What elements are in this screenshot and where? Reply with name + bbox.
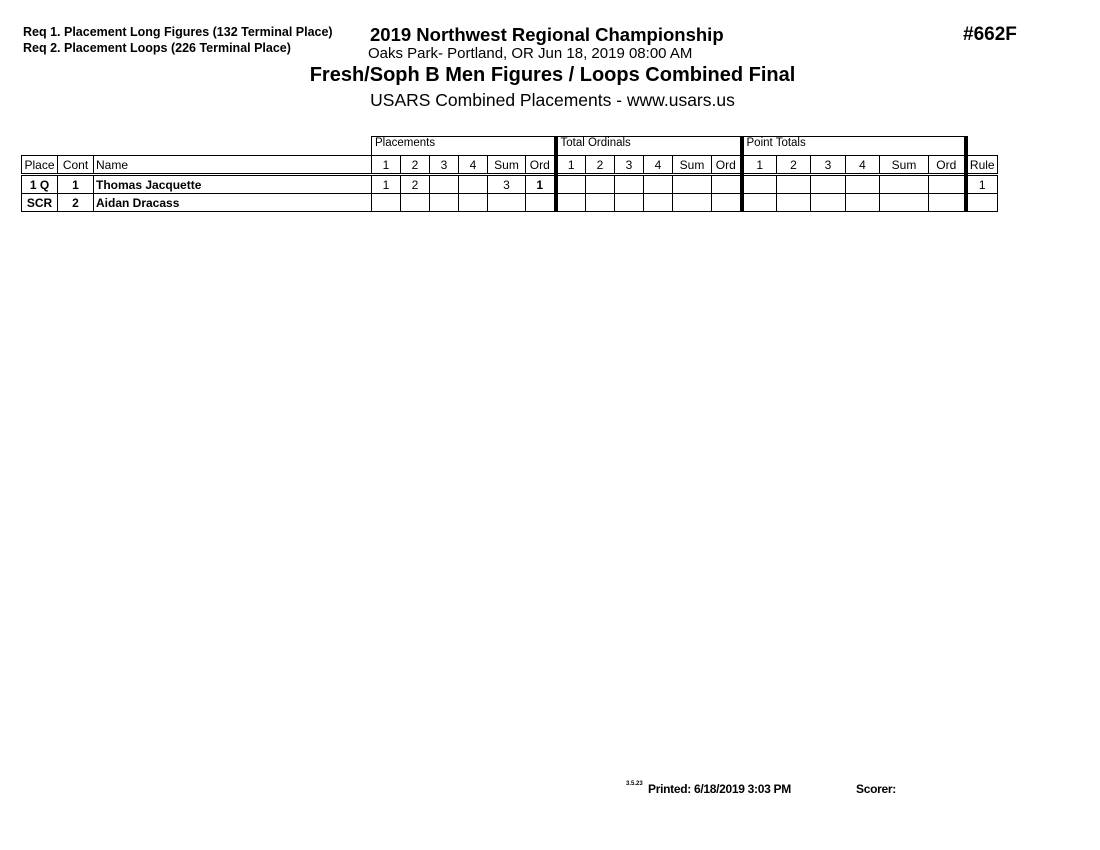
cont-cell: 2: [58, 194, 94, 212]
col-pl-ord: Ord: [526, 156, 556, 175]
column-header-row: [22, 156, 998, 175]
col-pl-4: 4: [459, 156, 488, 175]
pt-1: [742, 175, 777, 194]
col-pt-sum: Sum: [880, 156, 929, 175]
group-placements: Placements: [372, 137, 556, 156]
to-ord: [712, 194, 742, 212]
group-header-row: [22, 137, 998, 156]
competition-title: Fresh/Soph B Men Figures / Loops Combined Final: [309, 64, 796, 86]
rule-cell: [966, 194, 998, 212]
printed-timestamp: Printed: 6/18/2019 3:03 PM: [648, 782, 791, 796]
col-pt-2: 2: [777, 156, 811, 175]
pl-3: [430, 175, 459, 194]
group-total-ordinals: Total Ordinals: [556, 137, 742, 156]
col-name: Name: [94, 156, 372, 175]
pl-2: [401, 194, 430, 212]
requirement-1: Req 1. Placement Long Figures (132 Terminal Place): [23, 25, 333, 39]
col-to-3: 3: [615, 156, 644, 175]
pl-1: [372, 194, 401, 212]
col-pt-ord: Ord: [929, 156, 966, 175]
group-point-totals: Point Totals: [742, 137, 966, 156]
col-pl-1: 1: [372, 156, 401, 175]
cont-cell: 1: [58, 175, 94, 194]
table-row: [22, 194, 998, 212]
scorer-label: Scorer:: [856, 782, 896, 796]
pt-4: [846, 175, 880, 194]
pt-2: [777, 175, 811, 194]
to-ord: [712, 175, 742, 194]
name-cell: Thomas Jacquette: [94, 175, 372, 194]
col-to-4: 4: [644, 156, 673, 175]
col-place: Place: [22, 156, 58, 175]
pl-3: [430, 194, 459, 212]
pl-4: [459, 194, 488, 212]
pl-sum: 3: [488, 175, 526, 194]
col-to-sum: Sum: [673, 156, 712, 175]
table-row: [22, 175, 998, 194]
event-number: #662F: [963, 24, 1017, 45]
to-4: [644, 175, 673, 194]
to-2: [586, 194, 615, 212]
pl-2: 2: [401, 175, 430, 194]
pt-ord: [929, 194, 966, 212]
rule-cell: 1: [966, 175, 998, 194]
event-subtitle: Oaks Park- Portland, OR Jun 18, 2019 08:00 AM: [368, 45, 693, 62]
to-1: [556, 194, 586, 212]
col-pl-2: 2: [401, 156, 430, 175]
pt-4: [846, 194, 880, 212]
to-3: [615, 194, 644, 212]
col-pl-sum: Sum: [488, 156, 526, 175]
col-pt-1: 1: [742, 156, 777, 175]
col-pl-3: 3: [430, 156, 459, 175]
event-title: 2019 Northwest Regional Championship: [370, 24, 724, 45]
to-sum: [673, 194, 712, 212]
pl-4: [459, 175, 488, 194]
place-cell: 1 Q: [22, 175, 58, 194]
pl-1: 1: [372, 175, 401, 194]
pl-sum: [488, 194, 526, 212]
requirement-2: Req 2. Placement Loops (226 Terminal Place): [23, 41, 291, 55]
to-1: [556, 175, 586, 194]
pt-sum: [880, 175, 929, 194]
to-3: [615, 175, 644, 194]
pt-2: [777, 194, 811, 212]
to-2: [586, 175, 615, 194]
col-pt-4: 4: [846, 156, 880, 175]
results-table: [21, 136, 998, 212]
col-rule: Rule: [966, 156, 998, 175]
col-to-2: 2: [586, 156, 615, 175]
pl-ord: 1: [526, 175, 556, 194]
version-label: 3.5.23: [626, 781, 643, 787]
pt-3: [811, 194, 846, 212]
to-4: [644, 194, 673, 212]
to-sum: [673, 175, 712, 194]
place-cell: SCR: [22, 194, 58, 212]
pl-ord: [526, 194, 556, 212]
pt-ord: [929, 175, 966, 194]
col-to-1: 1: [556, 156, 586, 175]
pt-sum: [880, 194, 929, 212]
pt-1: [742, 194, 777, 212]
col-pt-3: 3: [811, 156, 846, 175]
competition-subtitle: USARS Combined Placements - www.usars.us: [370, 90, 735, 110]
name-cell: Aidan Dracass: [94, 194, 372, 212]
col-cont: Cont: [58, 156, 94, 175]
col-to-ord: Ord: [712, 156, 742, 175]
pt-3: [811, 175, 846, 194]
